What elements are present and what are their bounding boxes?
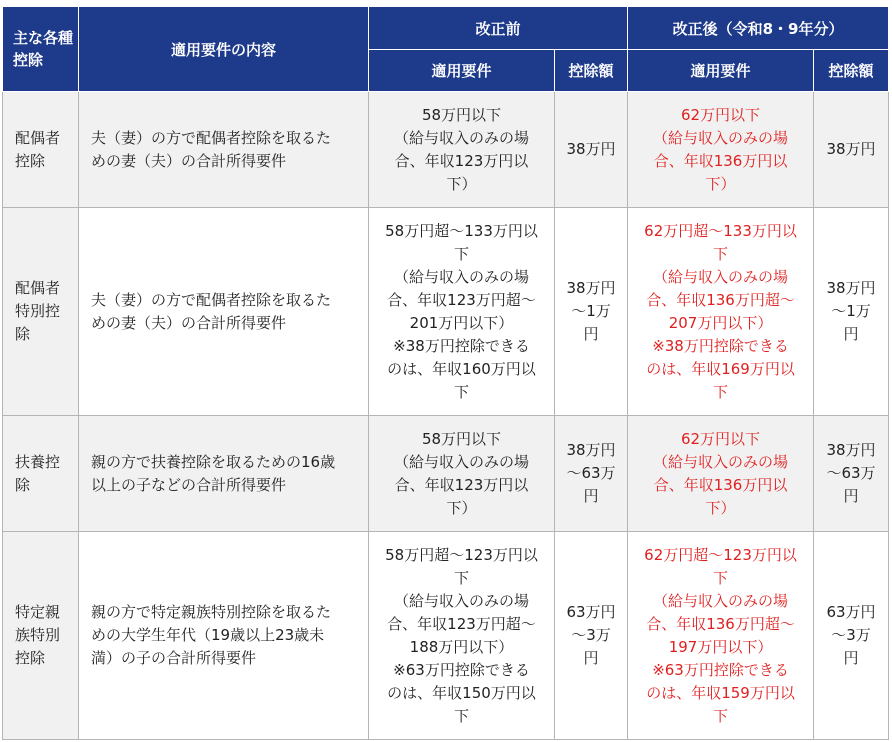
category-cell	[3, 532, 79, 740]
content-cell	[79, 416, 369, 532]
content-line: 夫（妻）の方で配偶者控除を取るた	[91, 128, 332, 147]
before-requirement-line: 58万円超〜133万円以	[385, 221, 538, 240]
content-line: めの大学生年代（19歳以上23歳未	[91, 626, 325, 644]
before-requirement-line: 58万円以下	[421, 429, 502, 448]
after-requirement-cell	[628, 208, 814, 416]
after-requirement-cell	[628, 532, 814, 740]
deduction-comparison-table	[2, 6, 889, 740]
header-after-amount: 控除額	[814, 50, 889, 92]
before-requirement-line: （給与収入のみの場	[393, 267, 529, 286]
before-amount-cell	[555, 208, 628, 416]
category-line: 族特別	[15, 626, 61, 644]
content-cell	[79, 208, 369, 416]
header-after: 改正後（令和8・9年分）	[628, 7, 889, 50]
category-line: 配偶者	[15, 279, 61, 297]
before-requirement-line: 下	[453, 244, 469, 263]
category-line: 特別控	[15, 302, 61, 320]
after-requirement-line: （給与収入のみの場	[653, 452, 789, 471]
before-requirement-cell	[369, 92, 555, 208]
after-requirement-line: 下）	[705, 174, 736, 193]
before-amount-line: 63万円	[566, 603, 616, 621]
before-amount-line: 〜1万	[571, 302, 611, 320]
before-requirement-line: （給与収入のみの場	[393, 452, 529, 471]
content-line: 親の方で特定親族特別控除を取るた	[91, 603, 332, 621]
after-requirement-line: ※38万円控除できる	[652, 336, 789, 355]
after-requirement-line: 下	[713, 568, 729, 587]
after-requirement-line: のは、年収159万円以	[646, 683, 795, 702]
after-requirement-line: 62万円以下	[680, 429, 761, 448]
category-cell	[3, 208, 79, 416]
table-row	[3, 416, 889, 532]
before-requirement-line: （給与収入のみの場	[393, 591, 529, 610]
before-amount-line: 〜63万	[566, 464, 616, 482]
after-amount-line: 63万円	[826, 603, 876, 621]
after-amount-line: 円	[843, 325, 859, 343]
content-line: 親の方で扶養控除を取るための16歳	[91, 452, 336, 471]
header-content: 適用要件の内容	[79, 7, 369, 92]
before-amount-line: 円	[583, 649, 599, 667]
header-category	[3, 7, 79, 92]
after-requirement-cell	[628, 416, 814, 532]
after-requirement-line: ※63万円控除できる	[652, 660, 789, 679]
category-line: 控除	[15, 649, 46, 667]
content-line: 満）の子の合計所得要件	[91, 649, 257, 667]
after-requirement-line: 下）	[705, 498, 736, 517]
before-requirement-cell	[369, 416, 555, 532]
after-requirement-line: （給与収入のみの場	[653, 591, 789, 610]
before-requirement-line: 下	[453, 706, 469, 725]
after-amount-line: 38万円	[826, 140, 876, 158]
category-line: 除	[15, 325, 31, 343]
after-requirement-line: 合、年収136万円以	[653, 151, 788, 170]
table-body	[3, 92, 889, 740]
after-amount-line: 円	[843, 649, 859, 667]
before-amount-line: 38万円	[566, 441, 616, 459]
after-amount-line: 38万円	[826, 441, 876, 459]
before-amount-cell	[555, 532, 628, 740]
content-line: 夫（妻）の方で配偶者控除を取るた	[91, 290, 332, 309]
content-line: めの妻（夫）の合計所得要件	[91, 151, 287, 170]
after-amount-line: 〜1万	[831, 302, 871, 320]
before-requirement-line: 201万円以下）	[409, 313, 514, 332]
before-requirement-line: ※38万円控除できる	[393, 336, 530, 355]
before-requirement-line: 188万円以下）	[409, 637, 514, 656]
before-amount-cell	[555, 92, 628, 208]
after-amount-cell	[814, 532, 889, 740]
after-requirement-line: 197万円以下）	[668, 637, 773, 656]
before-requirement-line: 下）	[446, 498, 477, 517]
after-requirement-line: 207万円以下）	[668, 313, 773, 332]
before-amount-line: 38万円	[566, 140, 616, 158]
before-requirement-line: 合、年収123万円超〜	[387, 290, 536, 309]
after-amount-line: 〜63万	[826, 464, 876, 482]
category-cell	[3, 92, 79, 208]
after-requirement-line: 下	[713, 244, 729, 263]
header-before-amount: 控除額	[555, 50, 628, 92]
content-cell	[79, 92, 369, 208]
header-before-requirement: 適用要件	[369, 50, 555, 92]
before-amount-line: 円	[583, 487, 599, 505]
content-line: めの妻（夫）の合計所得要件	[91, 313, 287, 332]
before-amount-line: 38万円	[566, 279, 616, 297]
before-amount-cell	[555, 416, 628, 532]
before-requirement-line: 下	[453, 382, 469, 401]
after-requirement-line: （給与収入のみの場	[653, 267, 789, 286]
table-row	[3, 92, 889, 208]
after-requirement-line: 合、年収136万円超〜	[646, 614, 795, 633]
table-header	[3, 7, 889, 92]
before-amount-line: 円	[583, 325, 599, 343]
before-requirement-cell	[369, 532, 555, 740]
after-amount-cell	[814, 208, 889, 416]
before-requirement-line: 下）	[446, 174, 477, 193]
header-before: 改正前	[369, 7, 628, 50]
after-requirement-line: 下	[713, 706, 729, 725]
before-amount-line: 〜3万	[571, 626, 611, 644]
after-requirement-line: 合、年収136万円以	[653, 475, 788, 494]
before-requirement-line: 合、年収123万円以	[394, 151, 529, 170]
before-requirement-line: 合、年収123万円超〜	[387, 614, 536, 633]
after-amount-line: 円	[843, 487, 859, 505]
after-requirement-line: 62万円超〜133万円以	[644, 221, 797, 240]
header-category-label: 主な各種控除	[13, 29, 74, 69]
before-requirement-line: 下	[453, 568, 469, 587]
table-row	[3, 532, 889, 740]
before-requirement-line: ※63万円控除できる	[393, 660, 530, 679]
category-line: 扶養控	[15, 452, 61, 471]
category-cell	[3, 416, 79, 532]
after-requirement-line: 合、年収136万円超〜	[646, 290, 795, 309]
before-requirement-line: のは、年収160万円以	[387, 359, 536, 378]
after-amount-cell	[814, 416, 889, 532]
before-requirement-line: 合、年収123万円以	[394, 475, 529, 494]
category-line: 配偶者	[15, 128, 61, 147]
before-requirement-line: （給与収入のみの場	[393, 128, 529, 147]
after-amount-cell	[814, 92, 889, 208]
after-requirement-line: 62万円以下	[680, 105, 761, 124]
content-line: 以上の子などの合計所得要件	[91, 475, 287, 494]
before-requirement-line: 58万円以下	[421, 105, 502, 124]
category-line: 除	[15, 475, 31, 494]
header-after-requirement: 適用要件	[628, 50, 814, 92]
before-requirement-line: のは、年収150万円以	[387, 683, 536, 702]
after-requirement-line: のは、年収169万円以	[646, 359, 795, 378]
category-line: 控除	[15, 151, 46, 170]
before-requirement-cell	[369, 208, 555, 416]
content-cell	[79, 532, 369, 740]
after-requirement-line: 下	[713, 382, 729, 401]
category-line: 特定親	[15, 603, 61, 621]
after-amount-line: 〜3万	[831, 626, 871, 644]
before-requirement-line: 58万円超〜123万円以	[385, 545, 538, 564]
after-requirement-line: 62万円超〜123万円以	[644, 545, 797, 564]
table-row	[3, 208, 889, 416]
after-amount-line: 38万円	[826, 279, 876, 297]
after-requirement-line: （給与収入のみの場	[653, 128, 789, 147]
after-requirement-cell	[628, 92, 814, 208]
header-row-top	[3, 7, 889, 50]
